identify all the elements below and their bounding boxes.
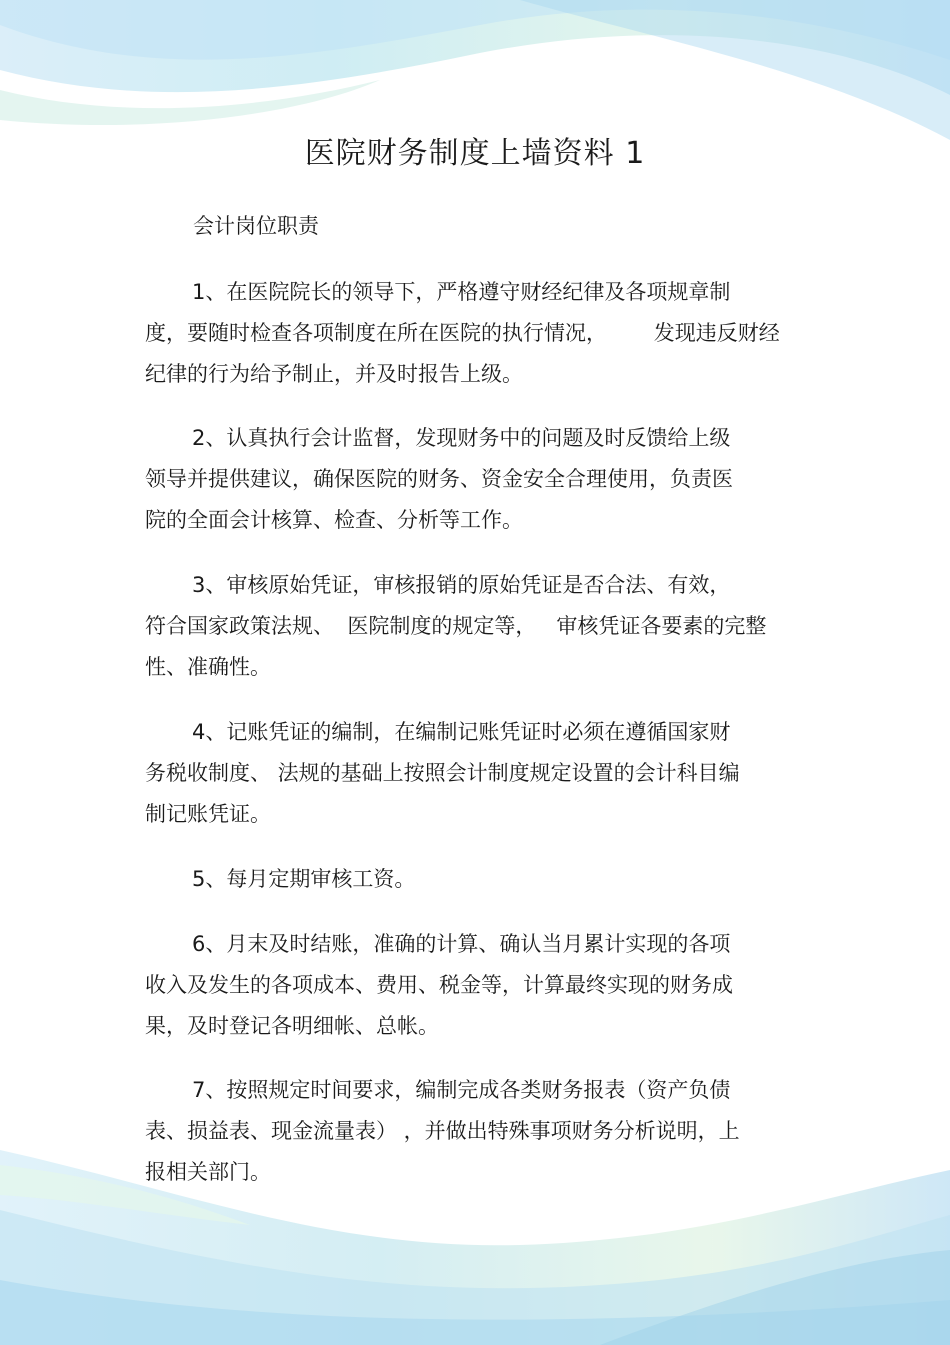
paragraph-line: 院的全面会计核算、检查、分析等工作。: [145, 508, 523, 532]
paragraph-line: 符合国家政策法规、 医院制度的规定等， 审核凭证各要素的完整: [145, 614, 767, 638]
paragraph-line: 1、在医院院长的领导下，严格遵守财经纪律及各项规章制: [192, 280, 731, 304]
paragraph-4: [145, 712, 800, 835]
paragraph-line: 果，及时登记各明细帐、总帐。: [145, 1014, 439, 1038]
paragraph-3: [145, 565, 800, 688]
paragraph-line: 6、月末及时结账，准确的计算、确认当月累计实现的各项: [192, 932, 731, 956]
paragraph-line: 2、认真执行会计监督，发现财务中的问题及时反馈给上级: [192, 426, 731, 450]
paragraph-line: 制记账凭证。: [145, 802, 271, 826]
paragraph-line: 务税收制度、 法规的基础上按照会计制度规定设置的会计科目编: [145, 761, 740, 785]
paragraph-line: 4、记账凭证的编制，在编制记账凭证时必须在遵循国家财: [192, 720, 731, 744]
paragraph-line: 报相关部门。: [145, 1160, 271, 1184]
paragraph-6: [145, 924, 800, 1047]
paragraph-line: 收入及发生的各项成本、费用、税金等，计算最终实现的财务成: [145, 973, 733, 997]
section-title: 会计岗位职责: [193, 214, 319, 238]
paragraph-line: 性、准确性。: [145, 655, 271, 679]
paragraph-line: 度，要随时检查各项制度在所在医院的执行情况， 发现违反财经: [145, 321, 780, 345]
paragraph-line: 纪律的行为给予制止，并及时报告上级。: [145, 362, 523, 386]
paragraph-line: 7、按照规定时间要求，编制完成各类财务报表（资产负债: [192, 1078, 731, 1102]
paragraph-line: 领导并提供建议，确保医院的财务、资金安全合理使用，负责医: [145, 467, 733, 491]
paragraph-5: [145, 859, 800, 900]
paragraph-7: [145, 1070, 800, 1193]
paragraph-2: [145, 418, 800, 541]
paragraph-line: 3、审核原始凭证，审核报销的原始凭证是否合法、有效，: [192, 573, 731, 597]
paragraph-1: [145, 272, 800, 395]
document-title: 医院财务制度上墙资料 1: [304, 136, 646, 171]
paragraph-line: 表、损益表、现金流量表） ，并做出特殊事项财务分析说明，上: [145, 1119, 740, 1143]
paragraph-line: 5、每月定期审核工资。: [192, 867, 416, 891]
